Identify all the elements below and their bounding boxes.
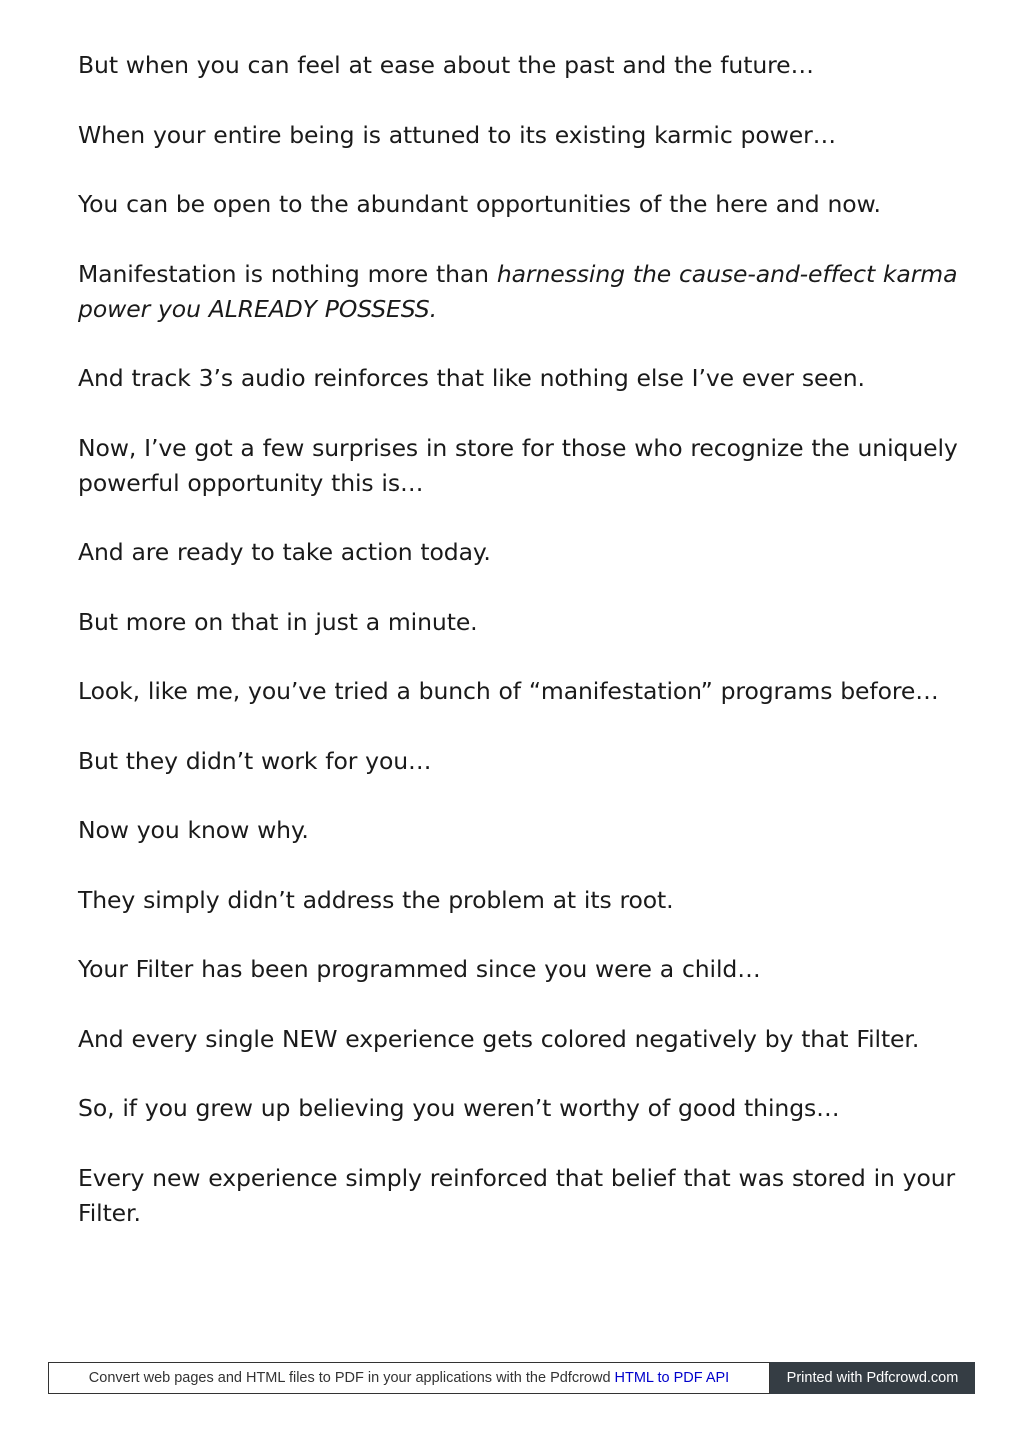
html-to-pdf-api-link[interactable]: HTML to PDF API <box>614 1370 730 1386</box>
footer-promo-text: Convert web pages and HTML files to PDF in your applications with the Pdfcrowd <box>88 1370 611 1386</box>
paragraph-4-emphasis: harnessing the cause-and-effect karma power you ALREADY POSSESS. <box>78 259 958 323</box>
footer-promo <box>48 1362 770 1394</box>
paragraph-4-text: Manifestation is nothing more than <box>78 259 497 288</box>
paragraph-15: So, if you grew up believing you weren’t worthy of good things… <box>78 1094 840 1122</box>
paragraph-2: When your entire being is attuned to its existing karmic power… <box>78 120 837 149</box>
printed-with-badge[interactable]: Printed with Pdfcrowd.com <box>770 1362 975 1394</box>
paragraph-8: But more on that in just a minute. <box>78 607 478 636</box>
paragraph-14: And every single NEW experience gets colored negatively by that Filter. <box>78 1024 920 1053</box>
paragraph-16: Every new experience simply reinforced that belief that was stored in your Filter. <box>78 1163 956 1227</box>
paragraph-12: They simply didn’t address the problem at its root. <box>78 885 674 914</box>
paragraph-5: And track 3’s audio reinforces that like nothing else I’ve ever seen. <box>78 364 865 392</box>
paragraph-6: Now, I’ve got a few surprises in store for those who recognize the uniquely powerful opportunity this is… <box>78 433 958 497</box>
paragraph-10: But they didn’t work for you… <box>78 746 432 775</box>
paragraph-13: Your Filter has been programmed since you were a child… <box>78 955 761 983</box>
paragraph-7: And are ready to take action today. <box>78 538 491 566</box>
paragraph-3: You can be open to the abundant opportunities of the here and now. <box>78 190 881 218</box>
paragraph-1: But when you can feel at ease about the past and the future… <box>78 51 814 79</box>
document-body <box>78 48 958 1265</box>
paragraph-4 <box>78 257 958 327</box>
pdfcrowd-footer <box>48 1362 975 1394</box>
paragraph-11: Now you know why. <box>78 816 309 844</box>
paragraph-9: Look, like me, you’ve tried a bunch of “manifestation” programs before… <box>78 677 939 705</box>
